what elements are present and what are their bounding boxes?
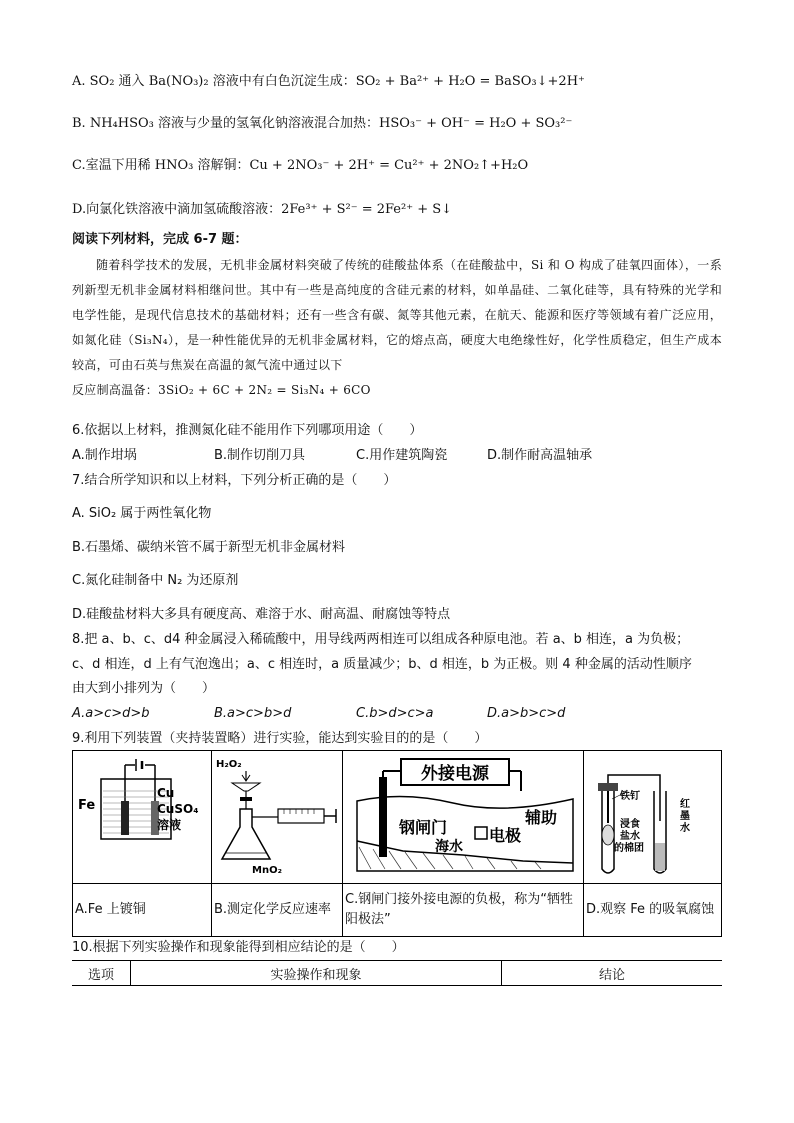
fig-a-cu-label: Cu bbox=[157, 786, 175, 800]
q9-caption-c: C.钢闸门接外接电源的负极，称为“牺牲阳极法” bbox=[343, 884, 584, 937]
q9-caption-d: D.观察 Fe 的吸氧腐蚀 bbox=[584, 884, 722, 937]
q5-option-b: B. NH₄HSO₃ 溶液与少量的氢氧化钠溶液混合加热：HSO₃⁻ + OH⁻ = H₂O + SO₃²⁻ bbox=[72, 116, 573, 131]
q6-option-b: B.制作切削刀具 bbox=[214, 448, 306, 463]
q5-option-d: D.向氯化铁溶液中滴加氢硫酸溶液：2Fe³⁺ + S²⁻ = 2Fe²⁺ + S↓ bbox=[72, 202, 453, 217]
q9-figure-c bbox=[343, 751, 584, 884]
fig-d-ink-label-1: 红 bbox=[680, 799, 690, 810]
q8-option-b: B.a>c>b>d bbox=[214, 706, 292, 721]
q9-caption-b: B.测定化学反应速率 bbox=[212, 884, 343, 937]
q8-option-c: C.b>d>c>a bbox=[356, 706, 434, 721]
sluice-gate-diagram bbox=[343, 751, 583, 879]
q9-figure-a bbox=[73, 751, 212, 884]
q8-line-3: 由大到小排列为（ ） bbox=[72, 681, 216, 696]
q9-figure-d bbox=[584, 751, 722, 884]
fig-c-seawater-label: 海水 bbox=[435, 839, 463, 855]
fig-c-gate-label: 钢闸门 bbox=[399, 818, 448, 837]
fig-d-ink-label-3: 水 bbox=[680, 823, 690, 834]
q9-caption-a: A.Fe 上镀铜 bbox=[73, 884, 212, 937]
q10-header-operation: 实验操作和现象 bbox=[131, 961, 502, 986]
fig-c-aux-label-2: 电极 bbox=[489, 826, 522, 845]
q8-option-d: D.a>b>c>d bbox=[487, 706, 566, 721]
q5-option-a: A. SO₂ 通入 Ba(NO₃)₂ 溶液中有白色沉淀生成：SO₂ + Ba²⁺ + H₂O = BaSO₃↓+2H⁺ bbox=[72, 74, 585, 89]
q9-figure-b bbox=[212, 751, 343, 884]
fig-c-aux-label-1: 辅助 bbox=[525, 808, 558, 827]
reading-heading: 阅读下列材料，完成 6-7 题： bbox=[72, 232, 248, 247]
fig-d-salt-label-2: 盐水 bbox=[620, 831, 640, 842]
q8-line-2: c、d 相连，d 上有气泡逸出；a、c 相连时，a 质量减少；b、d 相连，b 为正极。则 4 种金属的活动性顺序 bbox=[72, 657, 692, 672]
reading-paragraph: 随着科学技术的发展，无机非金属材料突破了传统的硅酸盐体系（在硅酸盐中，Si 和 O 构成了硅氧四面体），一系列新型无机非金属材料相继问世。其中有一些是高纯度的含硅元素的材料，如单晶硅、二氧化硅等，具有特殊的光学和电学性能，是现代信息技术的基础材料；还有一些含有碳、氮等其他元素，在航天、能源和医疗等领域有着广泛应用，如氮化硅（Si₃N₄），是一种性能优异的无机非金属材料，它的熔点高，硬度大电绝缘性好，化学性质稳定，但生产成本较高，可由石英与焦炭在高温的氮气流中通过以下 bbox=[72, 258, 722, 372]
corrosion-diagram bbox=[584, 751, 718, 879]
fig-d-ink-label-2: 墨 bbox=[680, 811, 690, 822]
reaction-rate-diagram bbox=[212, 751, 342, 879]
q7-stem: 7.结合所学知识和以上材料，下列分析正确的是（ ） bbox=[72, 473, 397, 488]
q10-stem: 10.根据下列实验操作和现象能得到相应结论的是（ ） bbox=[72, 940, 405, 955]
q7-option-a: A. SiO₂ 属于两性氧化物 bbox=[72, 506, 212, 521]
fig-a-cuso4-label: CuSO₄ bbox=[157, 802, 199, 816]
q5-option-c: C.室温下用稀 HNO₃ 溶解铜：Cu + 2NO₃⁻ + 2H⁺ = Cu²⁺ + 2NO₂↑+H₂O bbox=[72, 158, 529, 173]
fig-a-solution-label: 溶液 bbox=[157, 818, 182, 832]
q9-figure-table bbox=[72, 750, 722, 937]
electroplating-diagram bbox=[73, 751, 211, 879]
q7-option-d: D.硅酸盐材料大多具有硬度高、难溶于水、耐高温、耐腐蚀等特点 bbox=[72, 607, 451, 622]
q9-stem: 9.利用下列装置（夹持装置略）进行实验，能达到实验目的的是（ ） bbox=[72, 731, 488, 746]
fig-d-nail-label: 铁钉 bbox=[620, 791, 640, 802]
fig-b-h2o2-label: H₂O₂ bbox=[216, 759, 242, 770]
q10-header-conclusion: 结论 bbox=[502, 961, 723, 986]
reading-passage bbox=[72, 253, 722, 403]
fig-d-salt-label-1: 浸食 bbox=[620, 819, 640, 830]
q10-table bbox=[72, 960, 722, 986]
q7-option-c: C.氮化硅制备中 N₂ 为还原剂 bbox=[72, 573, 239, 588]
q8-option-a: A.a>c>d>b bbox=[72, 706, 150, 721]
q6-option-c: C.用作建筑陶瓷 bbox=[356, 448, 448, 463]
q7-option-b: B.石墨烯、碳纳米管不属于新型无机非金属材料 bbox=[72, 540, 346, 555]
q8-line-1: 8.把 a、b、c、d4 种金属浸入稀硫酸中，用导线两两相连可以组成各种原电池。若 a、b 相连，a 为负极； bbox=[72, 632, 690, 647]
q6-option-d: D.制作耐高温轴承 bbox=[487, 448, 593, 463]
q6-stem: 6.依据以上材料，推测氮化硅不能用作下列哪项用途（ ） bbox=[72, 423, 423, 438]
q10-header-option: 选项 bbox=[72, 961, 131, 986]
q6-option-a: A.制作坩埚 bbox=[72, 448, 137, 463]
reading-last-line: 反应制高温备：3SiO₂ + 6C + 2N₂ = Si₃N₄ + 6CO bbox=[72, 383, 371, 397]
fig-c-power-label: 外接电源 bbox=[421, 764, 489, 784]
fig-a-fe-label: Fe bbox=[78, 798, 96, 813]
fig-d-salt-label-3: 的棉团 bbox=[614, 843, 644, 854]
fig-b-mno2-label: MnO₂ bbox=[252, 865, 282, 876]
